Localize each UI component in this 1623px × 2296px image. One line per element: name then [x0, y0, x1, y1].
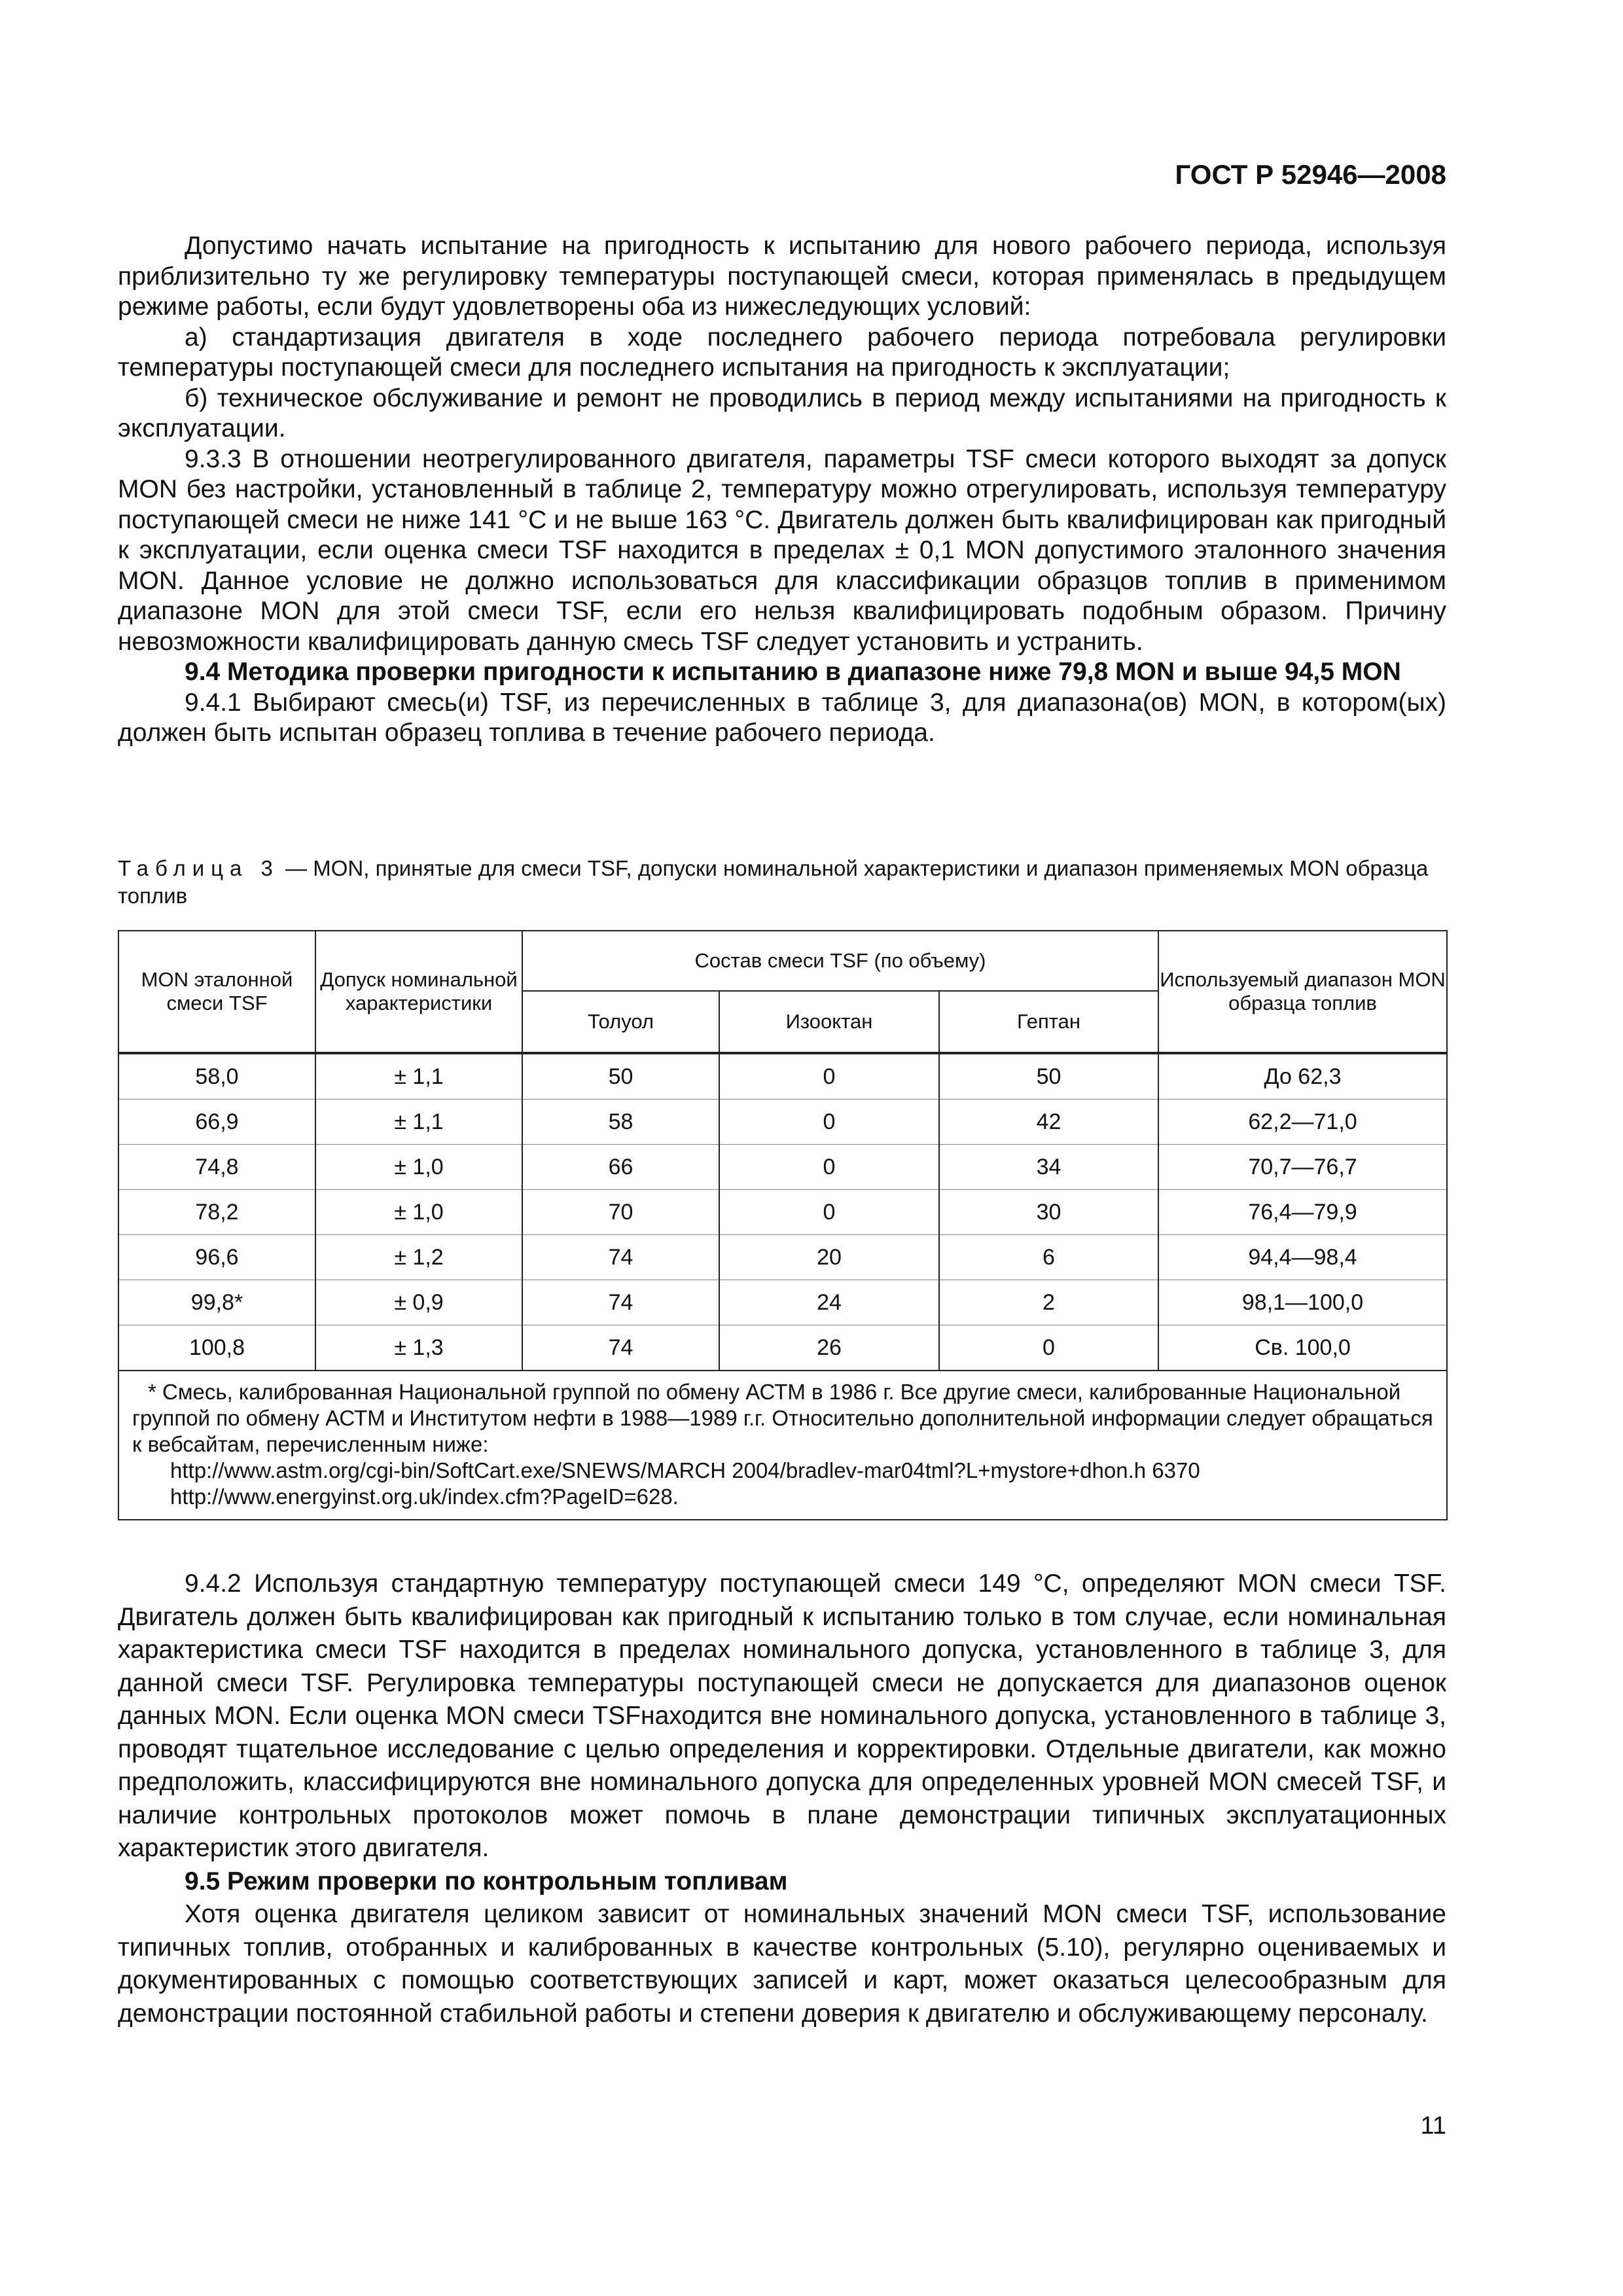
cell-tolerance: ± 1,2 [315, 1235, 522, 1280]
cell-toluene: 74 [522, 1280, 719, 1325]
table-row [118, 1280, 1447, 1325]
col-header-toluene: Толуол [522, 991, 719, 1053]
col-header-range: Используемый диапазон MON образца топлив [1158, 931, 1447, 1053]
table-row [118, 1053, 1447, 1100]
cell-range: 76,4—79,9 [1158, 1190, 1447, 1235]
col-header-isooctane: Изооктан [719, 991, 939, 1053]
cell-isooctane: 26 [719, 1325, 939, 1371]
cell-toluene: 58 [522, 1100, 719, 1145]
cell-heptane: 2 [939, 1280, 1158, 1325]
cell-mon: 66,9 [118, 1100, 315, 1145]
cell-tolerance: ± 1,3 [315, 1325, 522, 1371]
cell-heptane: 34 [939, 1145, 1158, 1190]
col-header-mon: MON эталонной смеси TSF [118, 931, 315, 1053]
cell-heptane: 50 [939, 1053, 1158, 1100]
cell-range: Св. 100,0 [1158, 1325, 1447, 1371]
section-heading-9-4: 9.4 Методика проверки пригодности к испытанию в диапазоне ниже 79,8 MON и выше 94,5 MON [185, 658, 1401, 686]
document-code-header: ГОСТ Р 52946—2008 [1175, 159, 1446, 190]
cell-toluene: 74 [522, 1325, 719, 1371]
cell-heptane: 6 [939, 1235, 1158, 1280]
cell-mon: 78,2 [118, 1190, 315, 1235]
col-header-composition: Состав смеси TSF (по объему) [522, 931, 1158, 991]
cell-tolerance: ± 1,0 [315, 1190, 522, 1235]
cell-toluene: 66 [522, 1145, 719, 1190]
body-text-bottom [118, 1568, 1446, 2030]
footnote-link-astm: http://www.astm.org/cgi-bin/SoftCart.exe/SNEWS/MARCH 2004/bradlev-mar04tml?L+mystore+dhon.h 6370 [170, 1458, 1200, 1482]
cell-toluene: 50 [522, 1053, 719, 1100]
paragraph: Хотя оценка двигателя целиком зависит от номинальных значений MON смеси TSF, использование типичных топлив, отобранных и калиброванных в качестве контрольных (5.10), регулярно оцениваемых и документированных с помощью соответствующих записей и карт, может оказаться целесообразным для демонстрации постоянной стабильной работы и степени доверия к двигателю и обслуживающему персоналу. [118, 1900, 1446, 2028]
cell-tolerance: ± 1,1 [315, 1053, 522, 1100]
cell-mon: 74,8 [118, 1145, 315, 1190]
table-row [118, 1325, 1447, 1371]
cell-isooctane: 0 [719, 1190, 939, 1235]
cell-heptane: 42 [939, 1100, 1158, 1145]
table-caption-label: Таблица 3 [118, 856, 279, 880]
section-heading-9-5: 9.5 Режим проверки по контрольным топливам [185, 1867, 788, 1895]
cell-isooctane: 24 [719, 1280, 939, 1325]
cell-tolerance: ± 0,9 [315, 1280, 522, 1325]
table-caption-text: — MON, принятые для смеси TSF, допуски номинальной характеристики и диапазон применяемых MON образца топлив [118, 856, 1429, 908]
cell-mon: 96,6 [118, 1235, 315, 1280]
cell-range: 98,1—100,0 [1158, 1280, 1447, 1325]
cell-isooctane: 20 [719, 1235, 939, 1280]
table-caption [118, 855, 1446, 910]
cell-isooctane: 0 [719, 1053, 939, 1100]
cell-range: 94,4—98,4 [1158, 1235, 1447, 1280]
table-row [118, 1235, 1447, 1280]
footnote-link-energyinst: http://www.energyinst.org.uk/index.cfm?PageID=628. [170, 1484, 679, 1509]
cell-mon: 99,8* [118, 1280, 315, 1325]
col-header-heptane: Гептан [939, 991, 1158, 1053]
cell-mon: 100,8 [118, 1325, 315, 1371]
body-text-top [118, 231, 1446, 749]
cell-toluene: 74 [522, 1235, 719, 1280]
cell-isooctane: 0 [719, 1100, 939, 1145]
paragraph: б) техническое обслуживание и ремонт не проводились в период между испытаниями на пригодность к эксплуатации. [118, 384, 1446, 442]
paragraph: 9.4.1 Выбирают смесь(и) TSF, из перечисленных в таблице 3, для диапазона(ов) MON, в котором(ых) должен быть испытан образец топлива в течение рабочего периода. [118, 688, 1446, 747]
cell-toluene: 70 [522, 1190, 719, 1235]
cell-heptane: 30 [939, 1190, 1158, 1235]
cell-tolerance: ± 1,1 [315, 1100, 522, 1145]
paragraph: а) стандартизация двигателя в ходе последнего рабочего периода потребовала регулировки температуры поступающей смеси для последнего испытания на пригодность к эксплуатации; [118, 323, 1446, 382]
table-row [118, 1100, 1447, 1145]
cell-mon: 58,0 [118, 1053, 315, 1100]
table-footnote-row [118, 1371, 1447, 1520]
col-header-tolerance: Допуск номинальной характеристики [315, 931, 522, 1053]
paragraph: 9.4.2 Используя стандартную температуру поступающей смеси 149 °С, определяют MON смеси TSF. Двигатель должен быть квалифицирован как пригодный к испытанию только в том случае, если номинальная характеристика смеси TSF находится в пределах номинального допуска, установленного в таблице 3, для данной смеси TSF. Регулировка температуры поступающей смеси не допускается для диапазонов оценок данных MON. Если оценка MON смеси TSFнаходится вне номинального допуска, установленного в таблице 3, проводят тщательное исследование с целью определения и корректировки. Отдельные двигатели, как можно предположить, классифицируются вне номинального допуска для определенных уровней MON смесей TSF, и наличие контрольных протоколов может помочь в плане демонстрации типичных эксплуатационных характеристик этого двигателя. [118, 1570, 1446, 1862]
table-3 [118, 930, 1448, 1520]
paragraph: Допустимо начать испытание на пригодность к испытанию для нового рабочего периода, используя приблизительно ту же регулировку температуры поступающей смеси, которая применялась в предыдущем режиме работы, если будут удовлетворены оба из нижеследующих условий: [118, 232, 1446, 321]
page-number: 11 [1420, 2112, 1446, 2140]
cell-range: 62,2—71,0 [1158, 1100, 1447, 1145]
footnote-text: * Смесь, калиброванная Национальной группой по обмену АСТМ в 1986 г. Все другие смеси, калиброванные Национальной группой по обмену АСТМ и Институтом нефти в 1988—1989 г.г. Относительно дополнительной информации следует обращаться к вебсайтам, перечисленным ниже: [132, 1380, 1433, 1456]
cell-range: 70,7—76,7 [1158, 1145, 1447, 1190]
cell-tolerance: ± 1,0 [315, 1145, 522, 1190]
cell-range: До 62,3 [1158, 1053, 1447, 1100]
cell-heptane: 0 [939, 1325, 1158, 1371]
cell-isooctane: 0 [719, 1145, 939, 1190]
table-row [118, 1145, 1447, 1190]
table-footnote [118, 1371, 1447, 1520]
table-row [118, 1190, 1447, 1235]
paragraph: 9.3.3 В отношении неотрегулированного двигателя, параметры TSF смеси которого выходят за допуск MON без настройки, установленный в таблице 2, температуру можно отрегулировать, используя температуру поступающей смеси не ниже 141 °С и не выше 163 °С. Двигатель должен быть квалифицирован как пригодный к эксплуатации, если оценка смеси TSF находится в пределах ± 0,1 MON допустимого эталонного значения MON. Данное условие не должно использоваться для классификации образцов топлив в применимом диапазоне MON для этой смеси TSF, если его нельзя квалифицировать подобным образом. Причину невозможности квалифицировать данную смесь TSF следует установить и устранить. [118, 444, 1446, 656]
